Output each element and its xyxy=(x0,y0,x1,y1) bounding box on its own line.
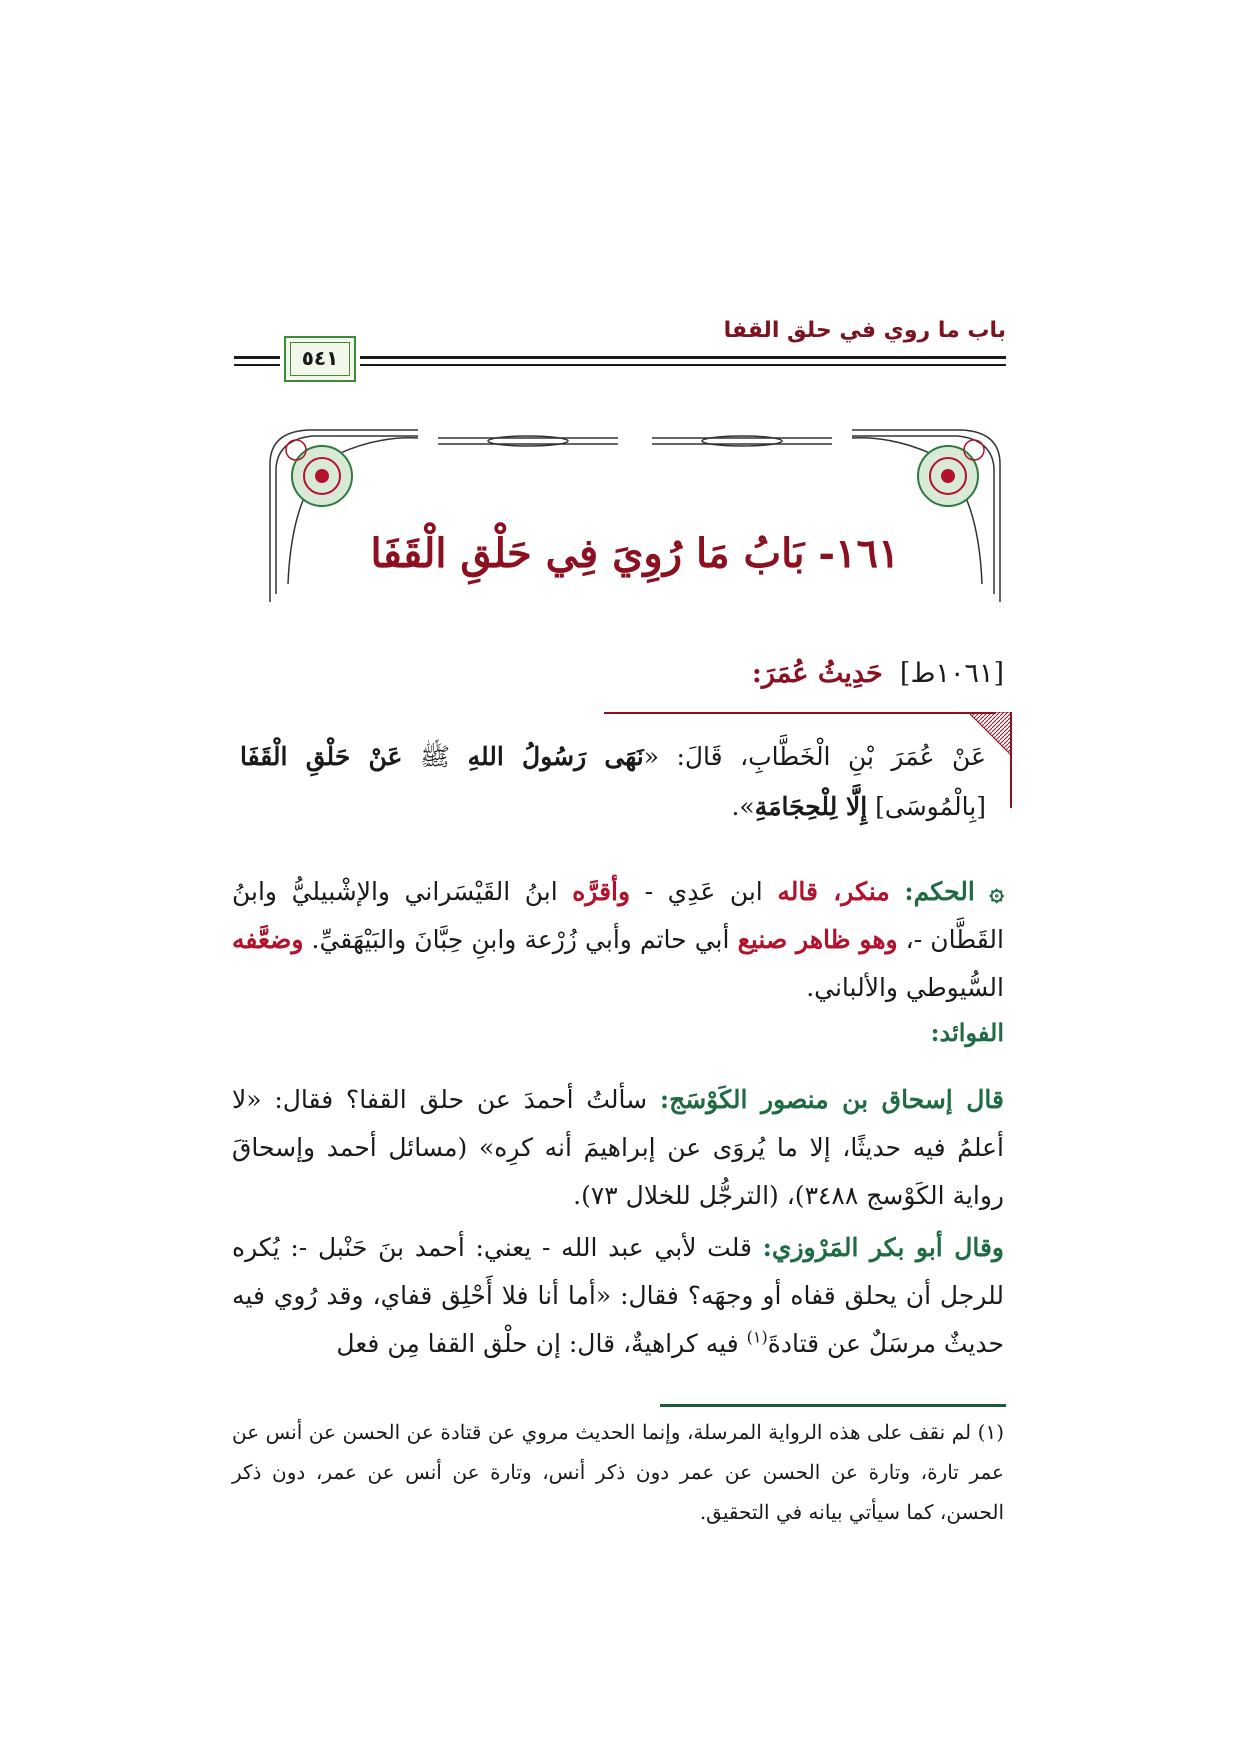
page-number-frame xyxy=(284,336,356,382)
verdict-emph: وأقرَّه xyxy=(572,877,631,906)
narrator-name: قال إسحاق بن منصور الكَوْسَج: xyxy=(659,1085,1005,1114)
verdict-paragraph xyxy=(232,868,1004,1012)
verdict-symbol: ۞ xyxy=(989,877,1004,906)
hadith-box-rule xyxy=(604,712,996,714)
header-rule xyxy=(234,356,280,359)
verdict-text: السُّيوطي والألباني. xyxy=(806,973,1004,1002)
hadith-heading xyxy=(752,658,1004,689)
hadith-name: حَدِيثُ عُمَرَ: xyxy=(751,658,883,689)
benefit-paragraph xyxy=(232,1076,1004,1220)
verdict-emph: وهو ظاهر صنيع xyxy=(737,925,898,954)
paragraph-text: سألتُ أحمدَ عن حلق القفا؟ فقال: «لا أعلمُ فيه حديثًا، إلا ما يُروَى عن إبراهيمَ أنه كرِه» (مسائل أحمد وإسحاقَ رواية الكَوْسج ٣٤٨٨)، (الترجُّل للخلال ٧٣). xyxy=(232,1085,1004,1210)
hadith-bold: إِلَّا لِلْحِجَامَةِ xyxy=(754,792,868,821)
header-rule xyxy=(360,356,1006,359)
hadith-end: ». xyxy=(731,792,755,821)
header-rule xyxy=(360,364,1006,366)
verdict-text: ابنُ القَيْسَراني والإشْبيليُّ وابنُ القَطَّان -، xyxy=(232,877,1004,954)
verdict-label: الحكم: xyxy=(904,877,975,906)
footnote-separator xyxy=(660,1404,1006,1407)
page-number: ٥٤١ xyxy=(301,346,339,370)
footnote xyxy=(232,1412,1004,1532)
verdict-text: ابن عَدِي - xyxy=(630,877,778,906)
benefits-heading: الفوائد: xyxy=(930,1018,1004,1047)
benefit-paragraph xyxy=(232,1224,1004,1368)
footnote-marker: (١) xyxy=(977,1420,1004,1444)
chapter-ornament-frame xyxy=(268,424,1002,604)
verdict-emph: وضعَّفه xyxy=(232,925,304,954)
verdict-emph: منكر، قاله xyxy=(777,877,890,906)
footnote-text: لم نقف على هذه الرواية المرسلة، وإنما الحديث مروي عن قتادة عن الحسن عن أنس عن عمر تارة، وتارة عن الحسن عن عمر دون ذكر أنس، وتارة عن أنس عن عمر، دون ذكر الحسن، كما سيأتي بيانه في التحقيق. xyxy=(232,1420,1004,1524)
hadith-bracket: [بِالْمُوسَى] xyxy=(875,792,986,821)
footnote-reference[interactable]: (١) xyxy=(746,1327,768,1347)
hadith-bold: نَهَى رَسُولُ اللهِ xyxy=(467,742,644,771)
hadith-intro: عَنْ عُمَرَ بْنِ الْخَطَّابِ، قَالَ: « xyxy=(643,742,986,771)
chapter-title: ١٦١- بَابُ مَا رُوِيَ فِي حَلْقِ الْقَفَا xyxy=(370,530,900,577)
hadith-bold: عَنْ حَلْقِ الْقَفَا xyxy=(240,742,403,771)
header-rule xyxy=(234,364,280,366)
paragraph-text: قلت لأبي عبد الله - يعني: أحمد بنَ حَنْبل -: يُكره للرجل أن يحلق قفاه أو وجهَه؟ فقال: «أما أنا فلا أَحْلِق قفاي، وقد رُوي فيه حديثٌ مرسَلٌ عن قتادةَ xyxy=(232,1233,1004,1358)
hadith-text xyxy=(240,732,986,832)
salutation-glyph: ﷺ xyxy=(419,742,451,771)
verdict-text: أبي حاتم وأبي زُرْعة وابنِ حِبَّانَ والبَيْهَقيِّ. xyxy=(303,925,738,954)
narrator-name: وقال أبو بكر المَرْوزي: xyxy=(762,1233,1004,1262)
running-header-title: باب ما روي في حلق القفا xyxy=(723,318,1006,343)
hadith-number: [١٠٦١ط] xyxy=(899,658,1004,689)
paragraph-text: فيه كراهيةٌ، قال: إن حلْق القفا مِن فعل xyxy=(336,1329,747,1358)
